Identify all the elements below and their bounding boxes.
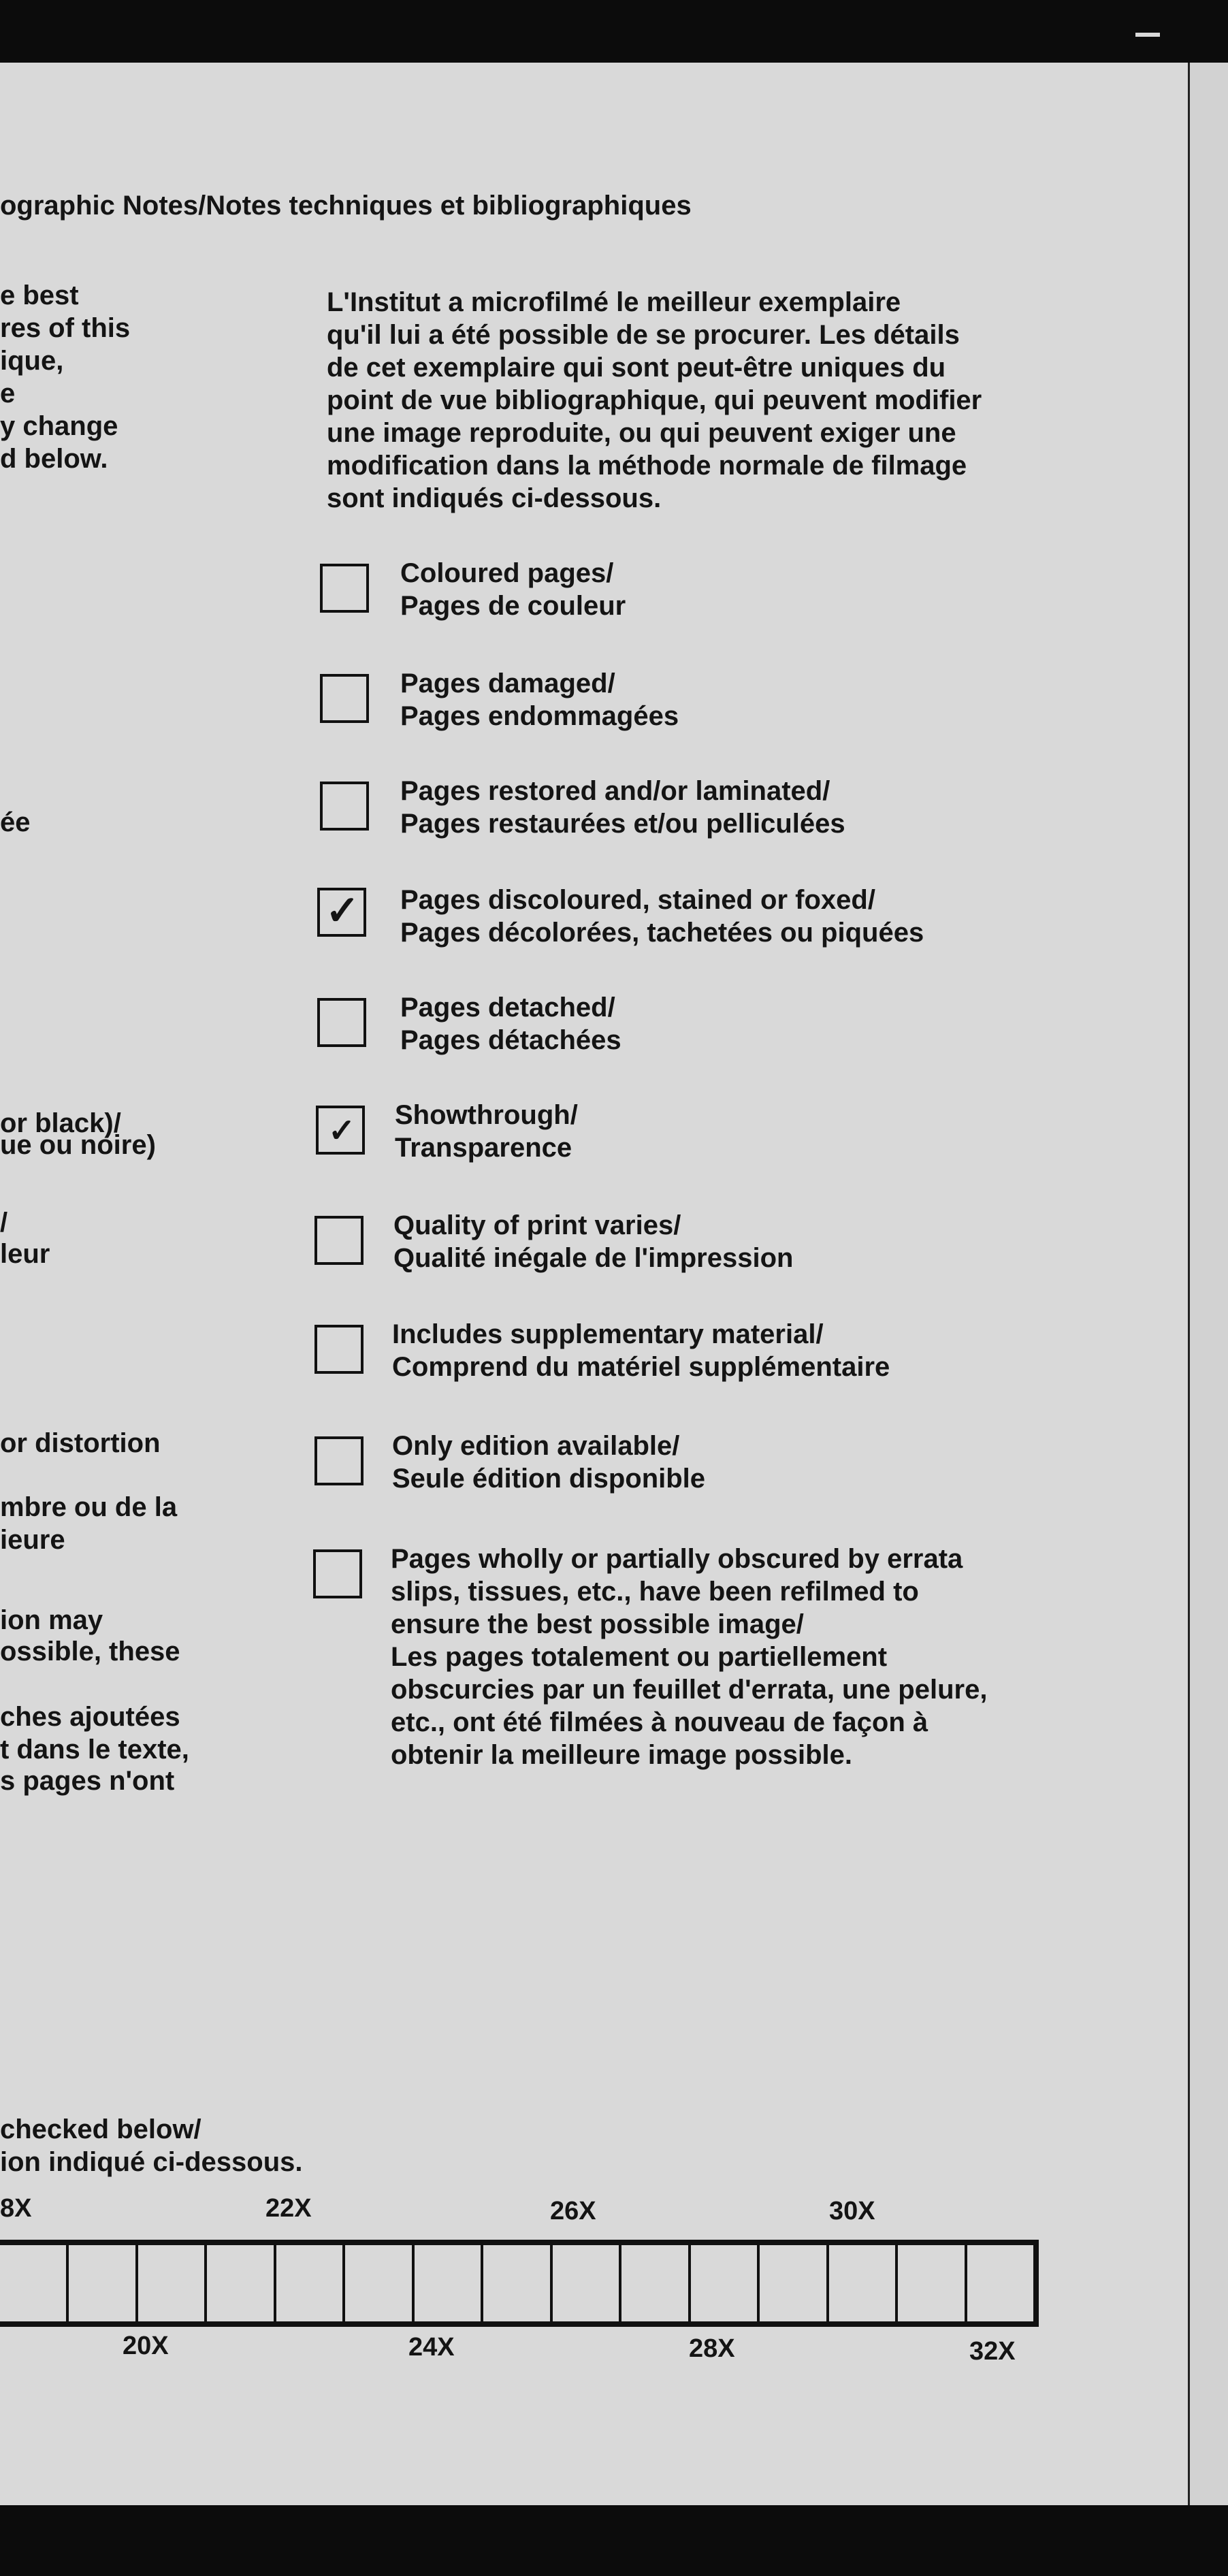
left-text-line: ches ajoutées (0, 1702, 180, 1732)
checklist-item-pages-discoloured (400, 884, 924, 949)
left-text-line: t dans le texte, (0, 1735, 189, 1765)
ratio-cell[interactable] (760, 2245, 828, 2321)
left-text-line: s pages n'ont (0, 1766, 175, 1796)
left-text-line: leur (0, 1239, 50, 1269)
checkbox-pages-damaged[interactable] (320, 674, 369, 723)
ratio-cell[interactable] (829, 2245, 898, 2321)
ratio-label-top: 22X (265, 2194, 312, 2223)
checklist-label: Pages damaged/ (400, 669, 615, 698)
checklist-label: Pages wholly or partially obscured by errata (391, 1544, 963, 1574)
checklist-label: Pages restaurées et/ou pelliculées (400, 809, 845, 839)
top-edge-mark (1135, 33, 1160, 37)
left-text-line: ossible, these (0, 1637, 180, 1667)
checklist-label: slips, tissues, etc., have been refilmed to (391, 1577, 919, 1607)
checklist-label: Quality of print varies/ (393, 1210, 681, 1240)
checklist-label: Coloured pages/ (400, 558, 614, 588)
checklist-item-coloured-pages (400, 557, 626, 622)
ratio-cell[interactable] (898, 2245, 967, 2321)
checklist-label: ensure the best possible image/ (391, 1609, 804, 1639)
ratio-cell[interactable] (138, 2245, 207, 2321)
left-text-line: ée (0, 807, 31, 837)
ratio-cell[interactable] (691, 2245, 760, 2321)
checklist-label: Les pages totalement ou partiellement (391, 1642, 888, 1672)
left-text-line: mbre ou de la (0, 1492, 178, 1522)
reduction-note-line: checked below/ (0, 2114, 201, 2144)
checklist-label: Pages de couleur (400, 591, 626, 621)
checklist-label: obtenir la meilleure image possible. (391, 1740, 852, 1770)
check-mark-icon: ✓ (325, 888, 360, 933)
checklist-label: obscurcies par un feuillet d'errata, une pelure, (391, 1675, 988, 1705)
ratio-cell[interactable] (0, 2245, 69, 2321)
checklist-item-showthrough (395, 1099, 578, 1164)
checkbox-only-edition[interactable] (314, 1436, 363, 1485)
checklist-label: Includes supplementary material/ (392, 1319, 824, 1349)
checklist-item-print-quality (393, 1209, 793, 1274)
checklist-item-only-edition (392, 1430, 705, 1495)
checklist-item-pages-restored (400, 775, 845, 840)
ratio-cell[interactable] (553, 2245, 621, 2321)
ratio-cell[interactable] (967, 2245, 1033, 2321)
checklist-label: Pages endommagées (400, 701, 679, 731)
ratio-cell[interactable] (207, 2245, 276, 2321)
left-text-line: or distortion (0, 1428, 161, 1458)
checkbox-pages-discoloured[interactable] (317, 888, 366, 937)
checklist-label: Showthrough/ (395, 1100, 578, 1130)
ratio-label-top: 8X (0, 2194, 32, 2223)
bottom-border (0, 2505, 1228, 2576)
checkbox-coloured-pages[interactable] (320, 564, 369, 613)
checklist-label: Pages détachées (400, 1025, 621, 1055)
checkbox-pages-restored[interactable] (320, 782, 369, 831)
checkbox-showthrough[interactable] (316, 1106, 365, 1155)
left-text-line: or black)/ (0, 1108, 121, 1138)
intro-line: une image reproduite, ou qui peuvent exiger une (327, 418, 956, 448)
checklist-item-pages-damaged (400, 667, 679, 732)
intro-line: point de vue bibliographique, qui peuvent modifier (327, 385, 982, 415)
checklist-item-supplementary-material (392, 1318, 890, 1383)
ratio-label-top: 30X (829, 2197, 875, 2225)
ratio-label-top: 26X (550, 2197, 596, 2225)
ratio-cell[interactable] (69, 2245, 138, 2321)
checklist-label: Only edition available/ (392, 1431, 680, 1461)
left-text-line: ieure (0, 1525, 65, 1555)
left-text-line: e best (0, 280, 79, 310)
left-text-line: e (0, 379, 16, 408)
checkbox-pages-detached[interactable] (317, 998, 366, 1047)
ratio-cell[interactable] (415, 2245, 483, 2321)
ratio-label-bottom: 20X (123, 2332, 169, 2360)
reduction-ratio-grid (0, 2240, 1039, 2327)
checklist-label: Qualité inégale de l'impression (393, 1243, 794, 1273)
ratio-cell[interactable] (276, 2245, 345, 2321)
left-text-line: ique, (0, 346, 64, 376)
left-text-line: ue ou noire) (0, 1130, 156, 1160)
checklist-label: Pages detached/ (400, 993, 615, 1023)
reduction-note-line: ion indiqué ci-dessous. (0, 2147, 303, 2177)
intro-line: qu'il lui a été possible de se procurer. Les détails (327, 320, 960, 350)
ratio-label-bottom: 28X (689, 2334, 735, 2363)
checklist-label: Transparence (395, 1133, 572, 1163)
checklist-item-pages-detached (400, 991, 621, 1057)
check-mark-icon: ✓ (328, 1113, 356, 1149)
checklist-label: Seule édition disponible (392, 1464, 706, 1494)
checkbox-print-quality[interactable] (314, 1216, 363, 1265)
next-page-edge (1188, 63, 1228, 2505)
ratio-cell[interactable] (345, 2245, 414, 2321)
left-text-line: y change (0, 411, 118, 441)
checklist-label: Pages restored and/or laminated/ (400, 776, 830, 806)
left-text-line: d below. (0, 444, 108, 474)
checklist-item-pages-obscured (391, 1543, 987, 1771)
intro-line: L'Institut a microfilmé le meilleur exemplaire (327, 287, 901, 317)
checklist-label: etc., ont été filmées à nouveau de façon à (391, 1707, 928, 1737)
ratio-cell[interactable] (621, 2245, 690, 2321)
checklist-label: Pages discoloured, stained or foxed/ (400, 885, 875, 915)
checklist-label: Pages décolorées, tachetées ou piquées (400, 918, 924, 948)
left-text-line: / (0, 1208, 8, 1238)
checkbox-supplementary-material[interactable] (314, 1325, 363, 1374)
ratio-cell[interactable] (483, 2245, 552, 2321)
intro-line: de cet exemplaire qui sont peut-être uniques du (327, 353, 946, 383)
ratio-label-bottom: 24X (408, 2333, 455, 2362)
left-text-line: ion may (0, 1605, 103, 1635)
page-title: ographic Notes/Notes techniques et bibliographiques (0, 191, 692, 221)
left-text-line: res of this (0, 313, 131, 343)
intro-line: modification dans la méthode normale de filmage (327, 451, 967, 481)
checklist-label: Comprend du matériel supplémentaire (392, 1352, 890, 1382)
ratio-label-bottom: 32X (969, 2337, 1016, 2366)
intro-line: sont indiqués ci-dessous. (327, 483, 662, 513)
checkbox-pages-obscured[interactable] (313, 1549, 362, 1598)
